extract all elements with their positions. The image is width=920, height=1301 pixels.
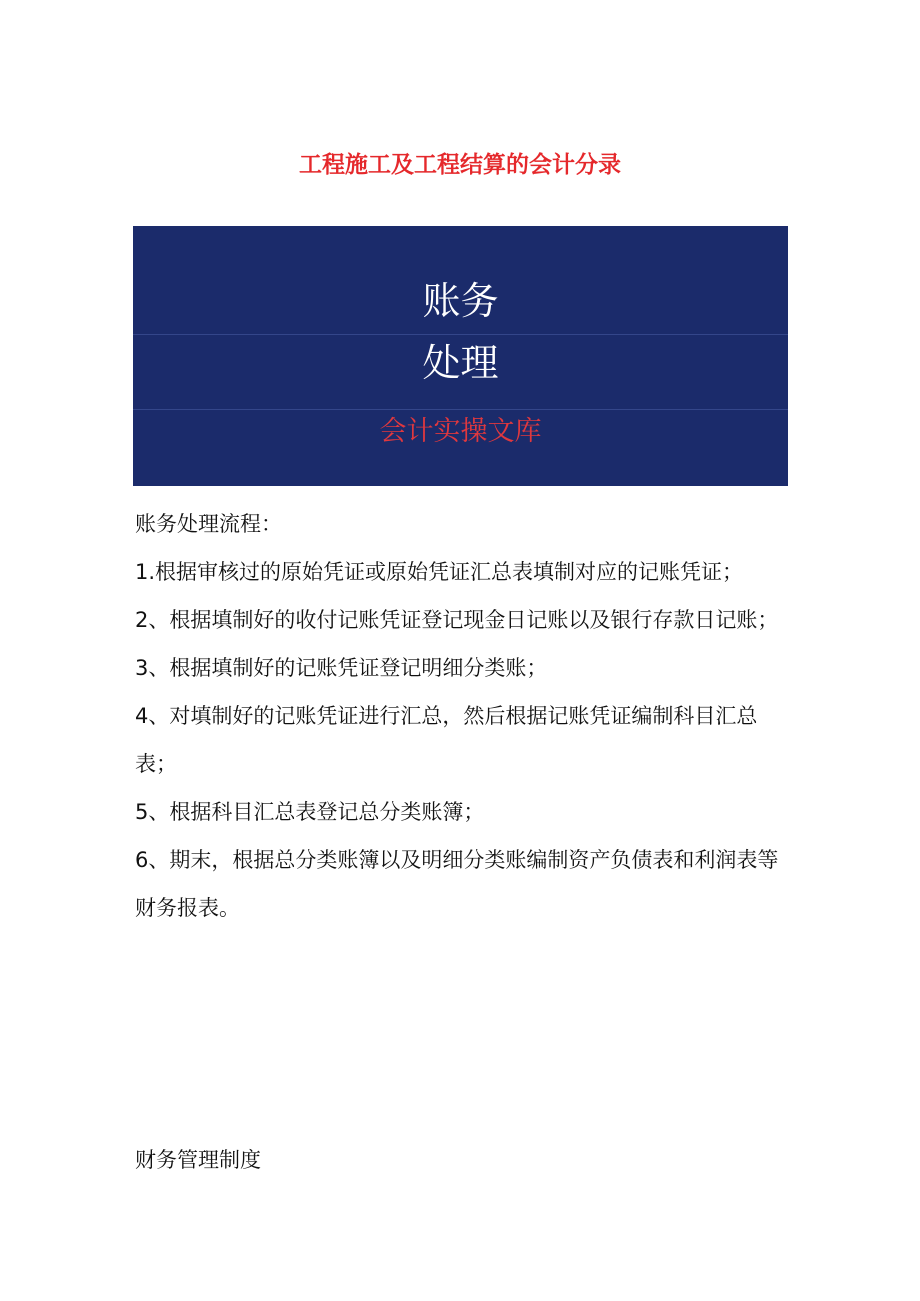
document-title: 工程施工及工程结算的会计分录	[299, 152, 621, 178]
process-step-1: 1.根据审核过的原始凭证或原始凭证汇总表填制对应的记账凭证；	[135, 560, 744, 584]
process-step-4: 4、对填制好的记账凭证进行汇总，然后根据记账凭证编制科目汇总表；	[135, 704, 758, 776]
process-step-2: 2、根据填制好的收付记账凭证登记现金日记账以及银行存款日记账；	[135, 608, 779, 632]
next-section-heading: 财务管理制度	[135, 1148, 261, 1172]
process-section	[135, 500, 785, 932]
banner-divider	[133, 409, 788, 410]
process-step-6: 6、期末，根据总分类账簿以及明细分类账编制资产负债表和利润表等财务报表。	[135, 848, 779, 920]
cover-banner	[133, 226, 788, 486]
banner-divider	[133, 334, 788, 335]
banner-title-line-2: 处理	[422, 341, 499, 385]
banner-subtitle: 会计实操文库	[379, 416, 542, 447]
banner-title-line-1: 账务	[422, 279, 499, 323]
process-step-5: 5、根据科目汇总表登记总分类账簿；	[135, 800, 485, 824]
section-heading: 账务处理流程：	[135, 512, 282, 536]
process-step-3: 3、根据填制好的记账凭证登记明细分类账；	[135, 656, 548, 680]
